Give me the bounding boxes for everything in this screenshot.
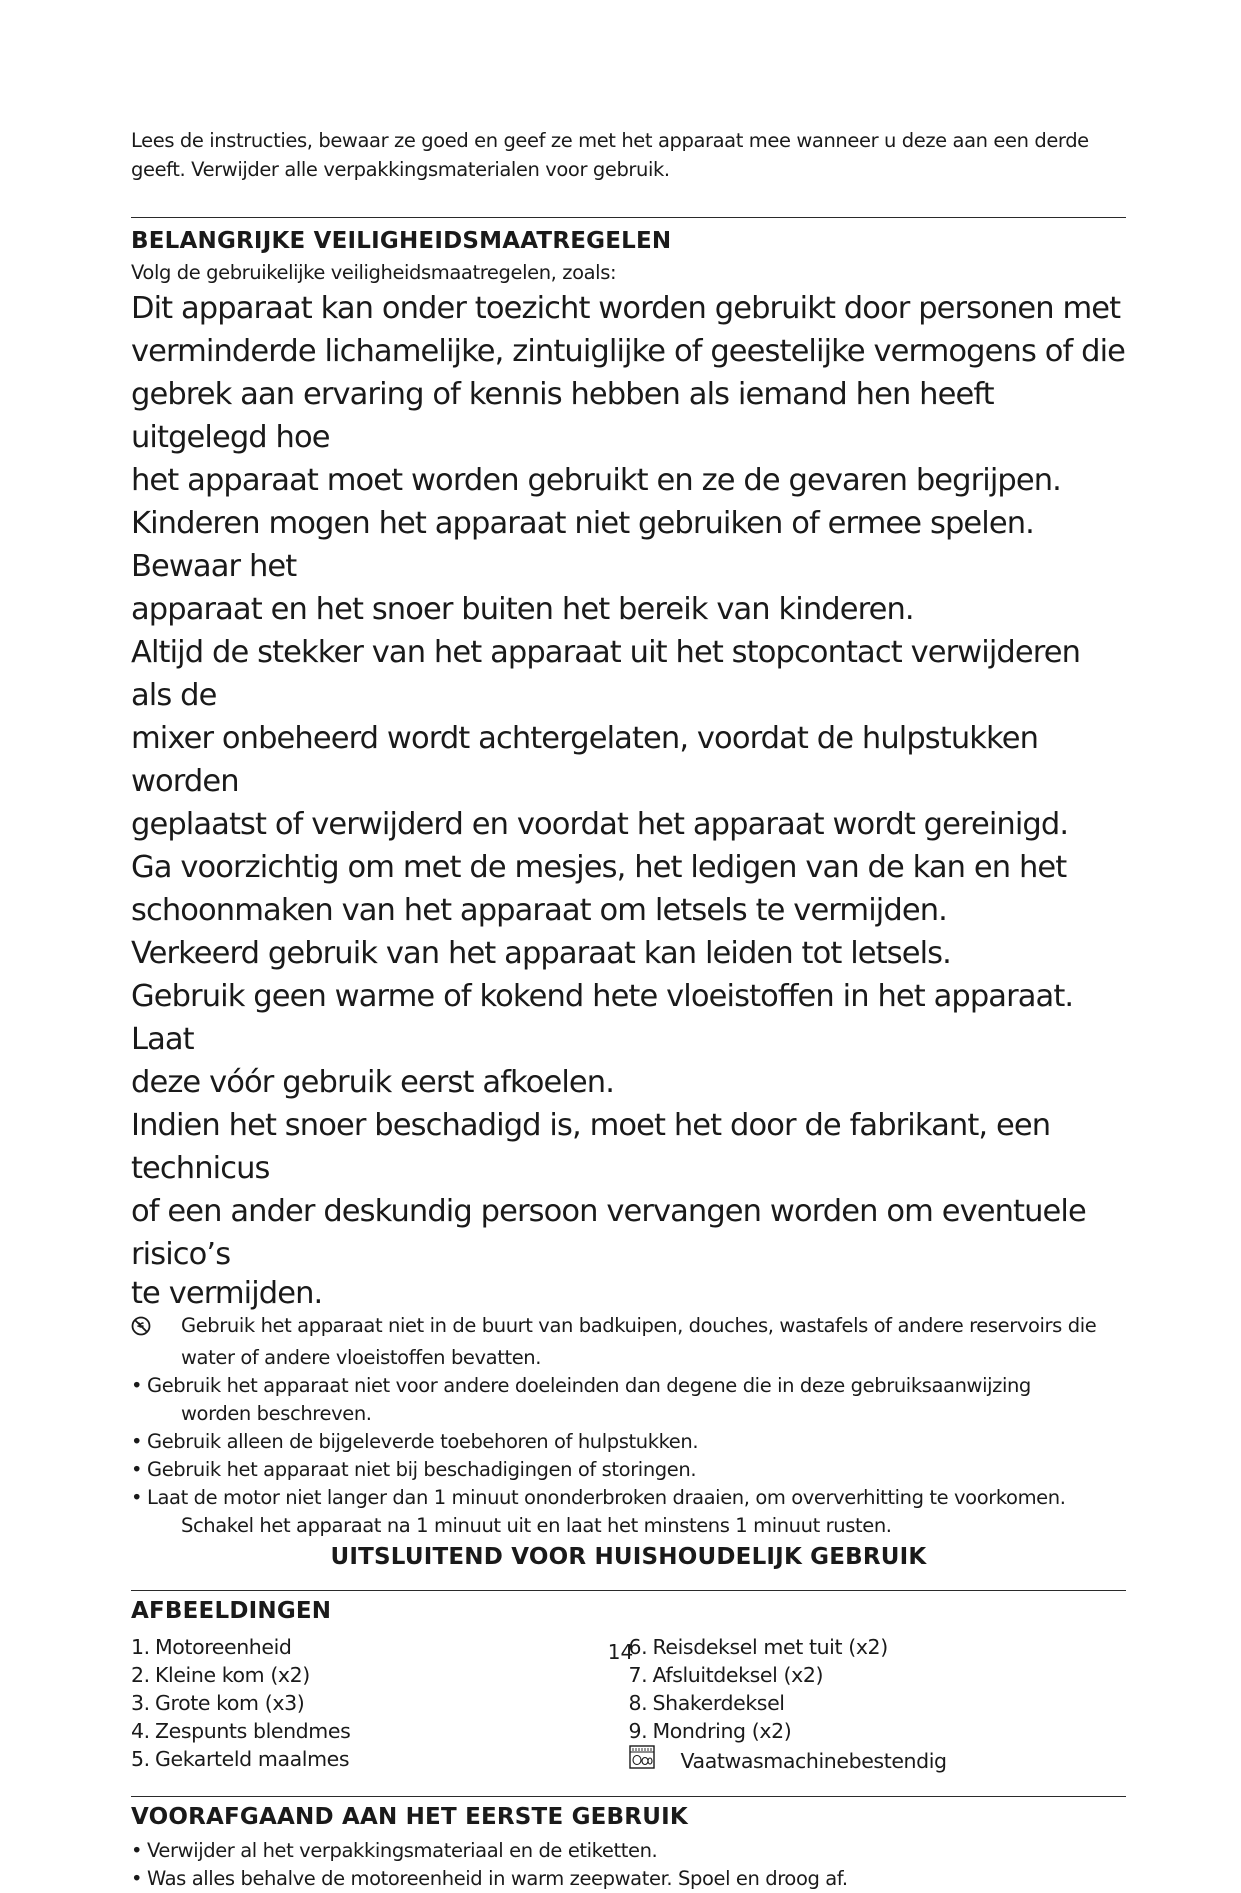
large-line: Dit apparaat kan onder toezicht worden gebruikt door personen met <box>131 291 1121 326</box>
large-line: gebrek aan ervaring of kennis hebben als iemand hen heeft uitgelegd hoe <box>131 377 994 455</box>
large-line: Kinderen mogen het apparaat niet gebruiken of ermee spelen. Bewaar het <box>131 506 1034 584</box>
list-item: 4. Zespunts blendmes <box>131 1719 351 1743</box>
safety-large-text <box>131 287 1126 1312</box>
dishwasher-icon <box>629 1745 681 1776</box>
large-line: het apparaat moet worden gebruikt en ze de gevaren begrijpen. <box>131 463 1061 498</box>
bullet-text: Was alles behalve de motoreenheid in warm zeepwater. Spoel en droog af. <box>147 1867 848 1890</box>
figures-heading: AFBEELDINGEN <box>131 1598 332 1624</box>
safety-heading: BELANGRIJKE VEILIGHEIDSMAATREGELEN <box>131 228 672 254</box>
bullet-text: Verwijder al het verpakkingsmateriaal en de etiketten. <box>147 1839 658 1862</box>
before-use-heading: VOORAFGAAND AAN HET EERSTE GEBRUIK <box>131 1804 688 1830</box>
large-line: deze vóór gebruik eerst afkoelen. <box>131 1065 614 1100</box>
warning-line-2: water of andere vloeistoffen bevatten. <box>181 1346 542 1369</box>
page-number: 14 <box>607 1640 634 1664</box>
large-line: Ga voorzichtig om met de mesjes, het ledigen van de kan en het <box>131 850 1067 885</box>
bullet-mark: • <box>131 1839 143 1862</box>
list-item: 7. Afsluitdeksel (x2) <box>628 1663 824 1687</box>
list-item: 2. Kleine kom (x2) <box>131 1663 310 1687</box>
list-item <box>131 1428 1126 1456</box>
bullet-text-cont: worden beschreven. <box>181 1402 372 1425</box>
bullet-text-cont: Schakel het apparaat na 1 minuut uit en laat het minstens 1 minuut rusten. <box>181 1514 892 1537</box>
bullet-mark: • <box>131 1867 143 1890</box>
list-item <box>131 1865 1126 1893</box>
list-item <box>131 1484 1126 1540</box>
list-item <box>131 1372 1126 1428</box>
large-line: Verkeerd gebruik van het apparaat kan leiden tot letsels. <box>131 936 951 971</box>
list-item: 5. Gekarteld maalmes <box>131 1747 350 1771</box>
dishwasher-label: Vaatwasmachinebestendig <box>680 1748 947 1773</box>
list-item: 3. Grote kom (x3) <box>131 1691 305 1715</box>
divider <box>131 1796 1126 1797</box>
bullet-mark: • <box>131 1486 143 1509</box>
no-water-icon <box>131 1312 181 1344</box>
bullet-text: Laat de motor niet langer dan 1 minuut ononderbroken draaien, om oververhitting te voorkomen. <box>147 1486 1066 1509</box>
water-warning <box>131 1312 1126 1372</box>
warning-line-1: Gebruik het apparaat niet in de buurt van badkuipen, douches, wastafels of andere reservoirs die <box>181 1314 1097 1337</box>
bullet-text: Gebruik het apparaat niet bij beschadigingen of storingen. <box>147 1458 697 1481</box>
divider <box>131 217 1126 218</box>
dishwasher-safe <box>629 1745 1127 1776</box>
bullet-text: Gebruik het apparaat niet voor andere doeleinden dan degene die in deze gebruiksaanwijzing <box>147 1374 1031 1397</box>
intro-text <box>131 126 1126 184</box>
large-line: of een ander deskundig persoon vervangen worden om eventuele risico’s <box>131 1194 1086 1272</box>
page-content <box>131 126 1126 1893</box>
large-line: te vermijden. <box>131 1276 323 1311</box>
before-use-bullets <box>131 1837 1126 1893</box>
safety-bullets <box>131 1372 1126 1540</box>
list-item <box>131 1837 1126 1865</box>
bullet-mark: • <box>131 1374 143 1397</box>
bullet-mark: • <box>131 1430 143 1453</box>
large-line: Gebruik geen warme of kokend hete vloeistoffen in het apparaat. Laat <box>131 979 1074 1057</box>
large-line: Indien het snoer beschadigd is, moet het door de fabrikant, een technicus <box>131 1108 1051 1186</box>
divider <box>131 1590 1126 1591</box>
intro-line-2: geeft. Verwijder alle verpakkingsmaterialen voor gebruik. <box>131 158 670 181</box>
household-notice: UITSLUITEND VOOR HUISHOUDELIJK GEBRUIK <box>330 1544 927 1570</box>
large-line: Altijd de stekker van het apparaat uit het stopcontact verwijderen als de <box>131 635 1081 713</box>
safety-subtitle: Volg de gebruikelijke veiligheidsmaatregelen, zoals: <box>131 261 617 284</box>
list-item <box>131 1456 1126 1484</box>
large-line: mixer onbeheerd wordt achtergelaten, voordat de hulpstukken worden <box>131 721 1039 799</box>
list-item: 8. Shakerdeksel <box>628 1691 785 1715</box>
bullet-mark: • <box>131 1458 143 1481</box>
large-line: verminderde lichamelijke, zintuiglijke of geestelijke vermogens of die <box>131 334 1126 369</box>
list-item: 9. Mondring (x2) <box>628 1719 792 1743</box>
large-line: geplaatst of verwijderd en voordat het apparaat wordt gereinigd. <box>131 807 1069 842</box>
list-item: 1. Motoreenheid <box>131 1635 292 1659</box>
large-line: schoonmaken van het apparaat om letsels te vermijden. <box>131 893 947 928</box>
intro-line-1: Lees de instructies, bewaar ze goed en geef ze met het apparaat mee wanneer u deze aan een derde <box>131 129 1089 152</box>
list-item: 6. Reisdeksel met tuit (x2) <box>628 1635 888 1659</box>
bullet-text: Gebruik alleen de bijgeleverde toebehoren of hulpstukken. <box>147 1430 699 1453</box>
large-line: apparaat en het snoer buiten het bereik van kinderen. <box>131 592 914 627</box>
